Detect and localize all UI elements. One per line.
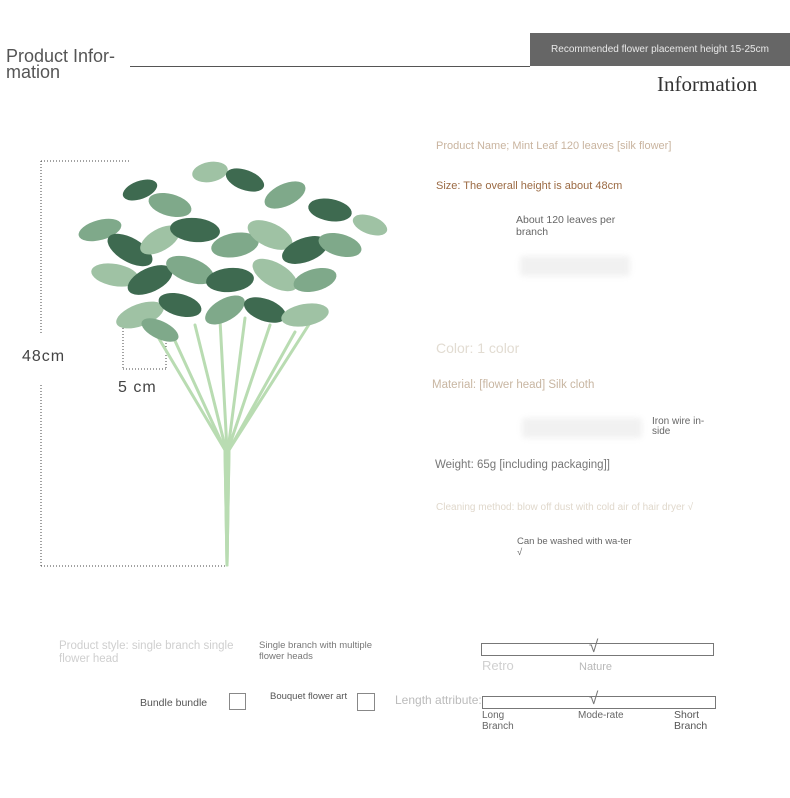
page-title: Product Infor- mation [6, 46, 116, 82]
spec-cleaning: Cleaning method: blow off dust with cold air of hair dryer √ [436, 502, 694, 513]
height-dimension-label: 48cm [22, 348, 66, 365]
spec-washable: Can be washed with wa-ter √ [517, 536, 632, 558]
information-heading: Information [657, 72, 758, 96]
style-single-head: Product style: single branch single flower head [59, 640, 234, 665]
length-selected-check-icon: √ [589, 689, 599, 708]
blurred-text [522, 418, 642, 438]
spec-wire: Iron wire in-side [652, 416, 705, 437]
length-option-moderate: Mode-rate [578, 710, 624, 721]
style-multi-head: Single branch with multiple flower heads [259, 640, 373, 662]
blurred-text [520, 256, 630, 276]
length-option-long: Long Branch [482, 710, 514, 732]
length-option-short: Short Branch [674, 709, 708, 732]
style-selected-check-icon: √ [589, 637, 599, 656]
title-rule [130, 66, 530, 67]
length-attribute-label: Length attribute: [395, 693, 482, 707]
style-bouquet-label: Bouquet flower art [270, 691, 348, 702]
spec-size: Size: The overall height is about 48cm [436, 180, 623, 192]
bundle-checkbox[interactable] [229, 693, 246, 710]
width-dimension-label: 5 cm [118, 379, 157, 396]
leaves [76, 159, 390, 347]
mint-plant-image [30, 150, 400, 575]
style-bundle-label: Bundle bundle [140, 697, 208, 709]
spec-product-name: Product Name; Mint Leaf 120 leaves [silk flower] [436, 140, 672, 152]
spec-material: Material: [flower head] Silk cloth [432, 379, 595, 391]
stems [145, 315, 315, 565]
placement-banner: Recommended flower placement height 15-25cm [530, 33, 790, 66]
spec-color: Color: 1 color [436, 340, 520, 356]
spec-weight: Weight: 65g [including packaging]] [435, 459, 610, 471]
style-option-retro: Retro [482, 658, 514, 673]
bouquet-checkbox[interactable] [357, 693, 375, 711]
style-option-nature: Nature [579, 661, 613, 673]
spec-leaves: About 120 leaves per branch [516, 214, 616, 238]
length-attribute-scale [482, 696, 716, 709]
